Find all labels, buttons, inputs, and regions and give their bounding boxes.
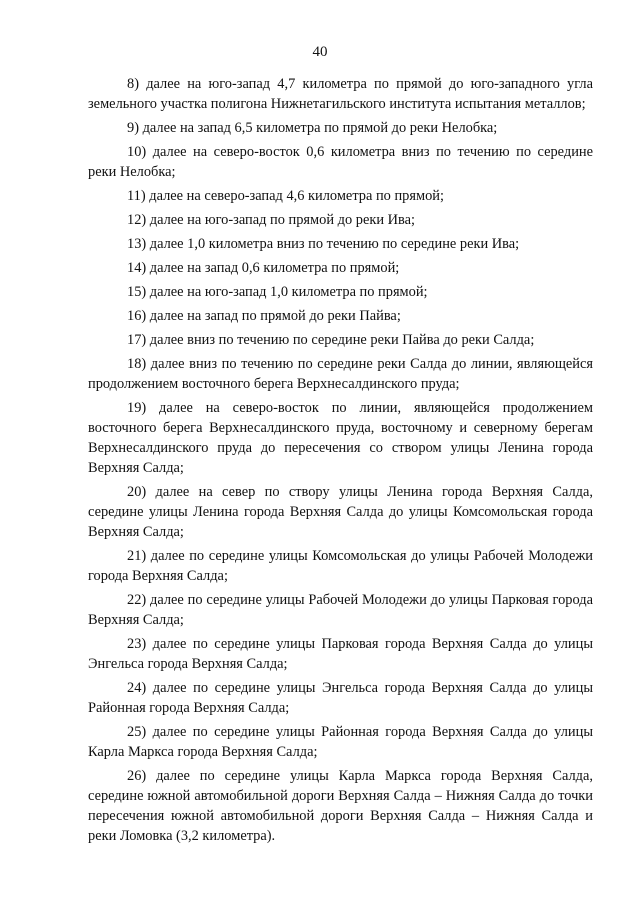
paragraph-item-24: 24) далее по середине улицы Энгельса города Верхняя Салда до улицы Районная города Верхняя Салда; [88, 680, 593, 716]
paragraph-item-9: 9) далее на запад 6,5 километра по прямой до реки Нелобка; [127, 120, 498, 136]
paragraph-item-8: 8) далее на юго-запад 4,7 километра по прямой до юго-западного угла земельного участка полигона Нижнетагильского института испытания металлов; [88, 76, 593, 112]
paragraph-item-18: 18) далее вниз по течению по середине реки Салда до линии, являющейся продолжением восточного берега Верхнесалдинского пруда; [88, 356, 593, 392]
paragraph-item-11: 11) далее на северо-запад 4,6 километра по прямой; [127, 188, 444, 204]
paragraph-item-15: 15) далее на юго-запад 1,0 километра по прямой; [127, 284, 428, 300]
paragraph-item-26: 26) далее по середине улицы Карла Маркса города Верхняя Салда, середине южной автомобильной дороги Верхняя Салда – Нижняя Салда до точки пересечения южной автомобильной дороги Верхняя Салда – Нижняя Салда и реки Ломовка (3,2 километра). [88, 768, 593, 844]
paragraph-item-22: 22) далее по середине улицы Рабочей Молодежи до улицы Парковая города Верхняя Салда; [88, 592, 593, 628]
paragraph-item-14: 14) далее на запад 0,6 километра по прямой; [127, 260, 400, 276]
paragraph-item-20: 20) далее на север по створу улицы Ленина города Верхняя Салда, середине улицы Ленина города Верхняя Салда до улицы Комсомольская города Верхняя Салда; [88, 484, 593, 540]
page-number: 40 [312, 44, 328, 60]
paragraph-item-13: 13) далее 1,0 километра вниз по течению по середине реки Ива; [127, 236, 520, 252]
paragraph-item-19: 19) далее на северо-восток по линии, являющейся продолжением восточного берега Верхнесалдинского пруда, восточному и северному берегам Верхнесалдинского пруда до пересечения со створом улицы Ленина города Верхняя Салда; [88, 400, 593, 476]
paragraph-item-17: 17) далее вниз по течению по середине реки Пайва до реки Салда; [127, 332, 535, 348]
paragraph-item-23: 23) далее по середине улицы Парковая города Верхняя Салда до улицы Энгельса города Верхняя Салда; [88, 636, 593, 672]
paragraph-item-12: 12) далее на юго-запад по прямой до реки Ива; [127, 212, 416, 228]
paragraph-item-25: 25) далее по середине улицы Районная города Верхняя Салда до улицы Карла Маркса города Верхняя Салда; [88, 724, 593, 760]
paragraph-item-10: 10) далее на северо-восток 0,6 километра вниз по течению по середине реки Нелобка; [88, 144, 593, 180]
document-body [88, 74, 593, 850]
paragraph-item-16: 16) далее на запад по прямой до реки Пайва; [127, 308, 401, 324]
paragraph-item-21: 21) далее по середине улицы Комсомольская до улицы Рабочей Молодежи города Верхняя Салда; [88, 548, 593, 584]
